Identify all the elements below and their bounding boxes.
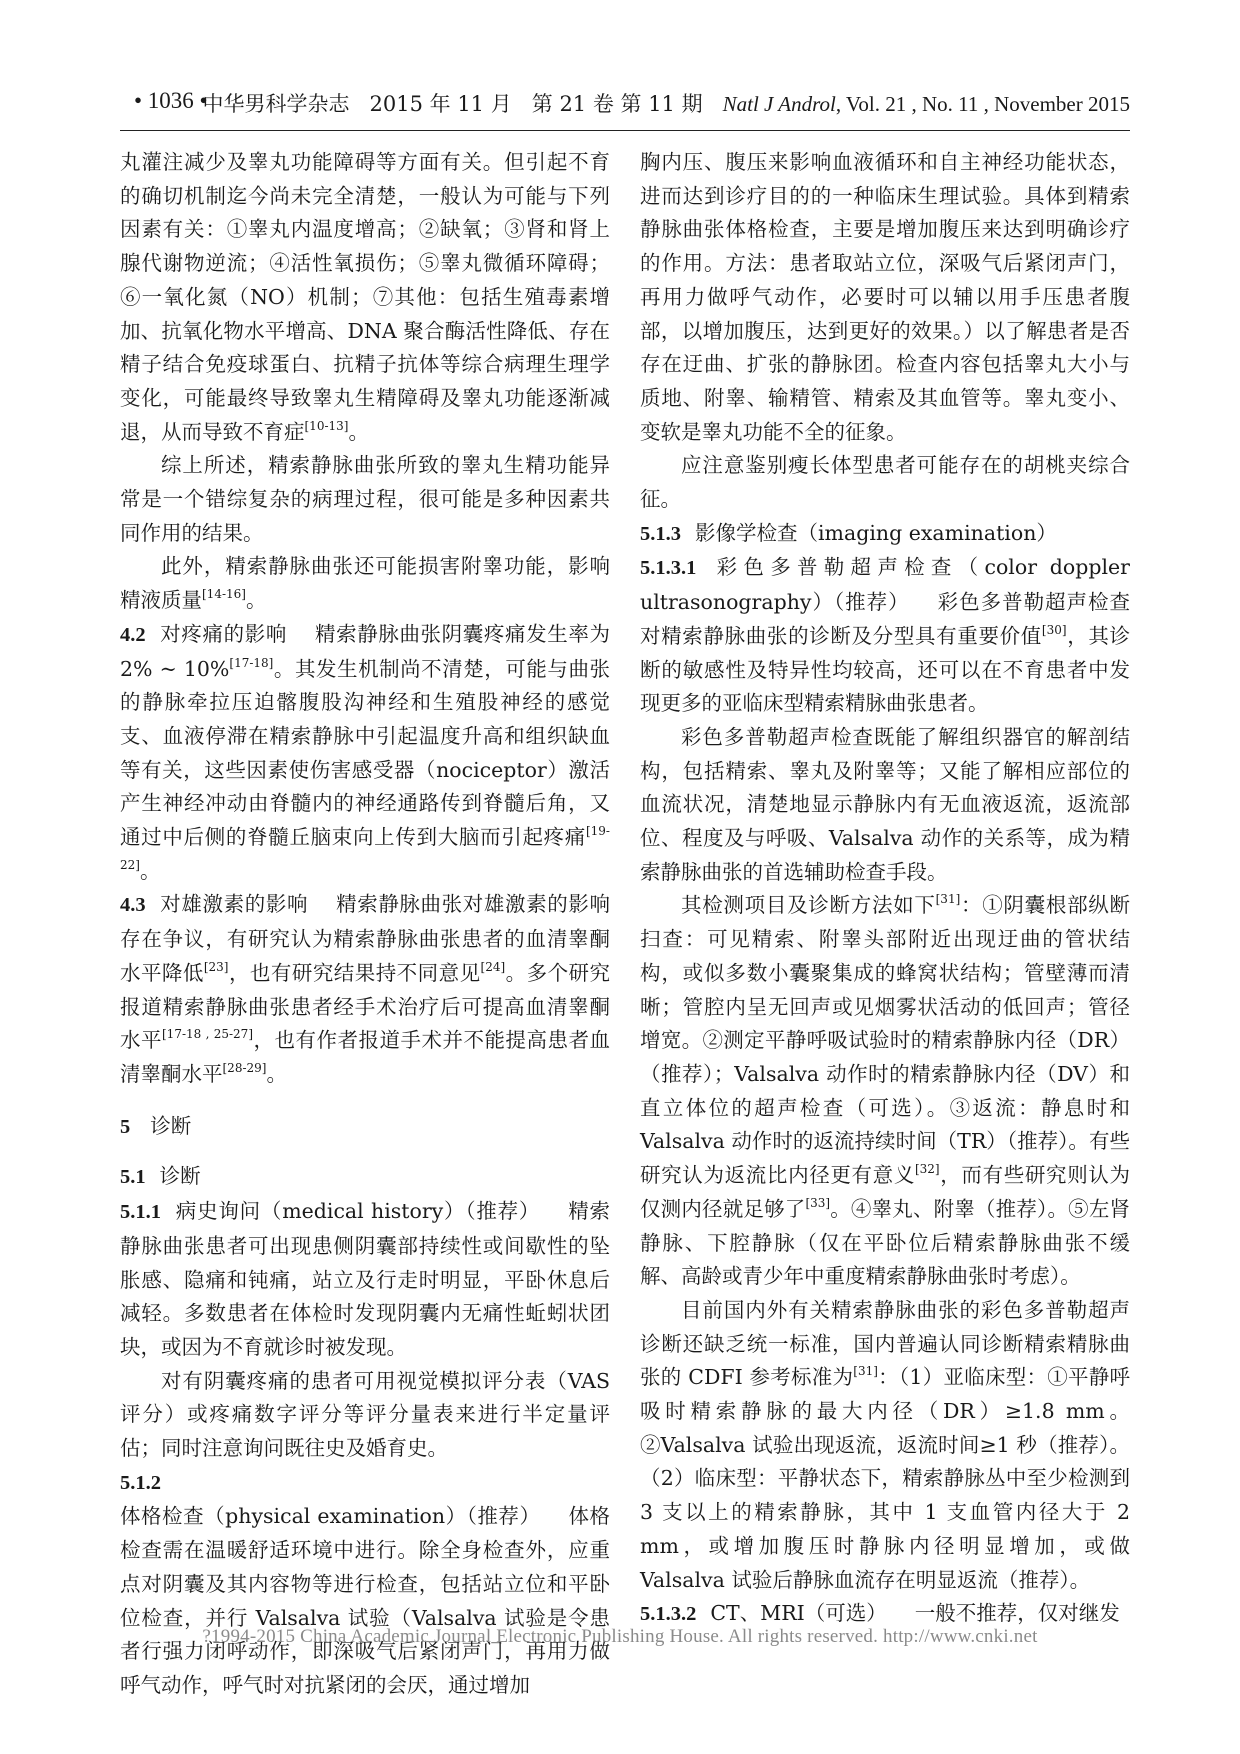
section-5-heading (120, 1110, 610, 1145)
paragraph-text: 精索静脉曲张阴囊疼痛发生率为 2% ~ 10% (120, 621, 611, 681)
paragraph-text: 对有阴囊疼痛的患者可用视觉模拟评分表（VAS 评分）或疼痛数字评分等评分量表来进行半定量评估；同时注意询问既往史及婚育史。 (120, 1368, 610, 1461)
citation-ref: [23] (203, 959, 229, 974)
citation-ref: [28-29] (222, 1060, 267, 1075)
paragraph (640, 889, 1130, 1293)
paragraph-text: ，也有研究结果持不同意见 (228, 960, 481, 985)
issue-date-cn: 2015 年 11 月 (369, 92, 512, 116)
paragraph-end: 。 (348, 419, 369, 444)
paragraph-text: ：①阴囊根部纵断扫查：可见精索、附睾头部附近出现迂曲的管状结构，或似多数小囊聚集成的蜂窝状结构；管壁薄而清晰；管腔内呈无回声或见烟雾状活动的低回声；管径增宽。②测定平静呼吸试验时的精索静脉内径（DR）（推荐）；Valsalva 动作时的精索静脉内径（DV）和直立体位的超声检查（可选）。③返流：静息时和 Valsalva 动作时的返流持续时间（TR）（推荐）。有些研究认为返流比内径更有意义 (640, 893, 1131, 1188)
header-rule (120, 130, 1130, 131)
volume-cn: 第 21 卷 第 11 期 (531, 92, 703, 116)
section-number: 5.1.3 (640, 522, 681, 545)
paragraph (120, 1365, 610, 1466)
paragraph-text: 综上所述，精索静脉曲张所致的睾丸生精功能异常是一个错综复杂的病理过程，很可能是多种因素共同作用的结果。 (120, 453, 610, 545)
paragraph-text: ，其诊断的敏感性及特异性均较高，还可以在不育患者中发现更多的亚临床型精索精脉曲张患者。 (640, 623, 1131, 716)
section-number: 5 (120, 1115, 131, 1138)
paragraph (640, 721, 1130, 890)
citation-ref: [14-16] (202, 587, 246, 602)
citation-ref: [31] (935, 892, 961, 907)
section-4-3 (120, 888, 610, 1091)
paragraph-text: ，也有作者报道手术并不能提高患者血清睾酮水平 (120, 1028, 610, 1086)
section-number: 4.3 (120, 894, 146, 917)
section-5-1-2 (120, 1466, 610, 1703)
section-5-1-1 (120, 1195, 610, 1365)
section-number: 5.1.3.2 (640, 1603, 697, 1626)
section-number: 5.1.2 (120, 1471, 161, 1494)
section-4-2 (120, 618, 610, 889)
paragraph (120, 146, 610, 449)
section-number: 5.1 (120, 1166, 146, 1189)
paragraph-text: 一般不推荐，仅对继发 (914, 1601, 1120, 1626)
page-number: • 1036 • (134, 88, 208, 113)
section-title: 对疼痛的影响 (159, 621, 287, 646)
paragraph-text: 精索静脉曲张对雄激素的影响存在争议，有研究认为精索静脉曲张患者的血清睾酮水平降低 (120, 892, 611, 985)
section-number: 5.1.3.1 (640, 557, 697, 580)
paragraph (640, 1294, 1130, 1597)
paragraph-text: 彩色多普勒超声检查对精索静脉曲张的诊断及分型具有重要价值 (640, 590, 1131, 648)
paragraph (120, 449, 610, 550)
section-title: CT、MRI（可选） (710, 1601, 887, 1626)
paragraph-text: 彩色多普勒超声检查既能了解组织器官的解剖结构，包括精索、睾丸及附睾等；又能了解相应部位的血流状况，清楚地显示静脉内有无血液返流，返流部位、程度及与呼吸、Valsalva 动作的关系等，成为精索静脉曲张的首选辅助检查手段。 (640, 724, 1130, 884)
paragraph-text: 此外，精索静脉曲张还可能损害附睾功能，影响精液质量 (120, 554, 610, 613)
section-title: 病史询问（medical history）（推荐） (175, 1199, 541, 1224)
volume-en: , Vol. 21 , No. 11 , November 2015 (835, 92, 1130, 116)
citation-ref: [32] (914, 1162, 940, 1177)
paragraph-text: 其检测项目及诊断方法如下 (681, 893, 936, 918)
citation-ref: [17-18] (229, 655, 274, 670)
paragraph (120, 550, 610, 617)
paragraph-end: 。 (245, 588, 267, 613)
citation-ref: [33] (805, 1195, 831, 1210)
paragraph-end: 。 (266, 1061, 287, 1086)
copyright-footer: ?1994-2015 China Academic Journal Electronic Publishing House. All rights reserved. http://www.cnki.net (202, 1626, 1038, 1647)
paragraph-text: ，而有些研究则认为仅测内径就足够了 (640, 1163, 1130, 1221)
section-5-1-3-heading (640, 517, 1130, 552)
section-title: 诊断 (150, 1113, 192, 1138)
section-title: 影像学检查（imaging examination） (695, 520, 1057, 545)
paragraph-text: 体格检查需在温暖舒适环境中进行。除全身检查外，应重点对阴囊及其内容物等进行检查，包括站立位和平卧位检查，并行 Valsalva 试验（Valsalva 试验是令患者行强力闭呼动作，即深吸气后紧闭声门，再用力做呼气动作，呼气时对抗紧闭的会厌，通过增加 (120, 1504, 611, 1697)
section-5-1-3-1 (640, 551, 1130, 721)
paragraph-text: 。多个研究报道精索静脉曲张患者经手术治疗后可提高血清睾酮水平 (120, 960, 611, 1053)
section-5-1-heading (120, 1160, 610, 1195)
paragraph-text: 。④睾丸、附睾（推荐）。⑤左肾静脉、下腔静脉（仅在平卧位后精索静脉曲张不缓解、高龄或青少年中重度精索静脉曲张时考虑）。 (640, 1196, 1131, 1289)
paragraph-text: ：（1）亚临床型：①平静呼吸时精索静脉的最大内径（DR）≥1.8 mm。②Valsalva 试验出现返流，返流时间≥1 秒（推荐）。（2）临床型：平静状态下，精索静脉丛中至少检测到 3 支以上的精索静脉，其中 1 支血管内径大于 2 mm，或增加腹压时静脉内径明显增加，或做 Valsalva 试验后静脉血流存在明显返流（推荐）。 (640, 1365, 1130, 1592)
journal-name-cn: 中华男科学杂志 (202, 92, 350, 116)
citation-ref: [24] (480, 959, 506, 974)
paragraph (640, 146, 1130, 449)
section-number: 4.2 (120, 623, 146, 646)
paragraph-text: 目前国内外有关精索静脉曲张的彩色多普勒超声诊断还缺乏统一标准，国内普遍认同诊断精索精脉曲张的 CDFI 参考标准为 (640, 1297, 1130, 1390)
paragraph-end: 。 (139, 858, 161, 883)
citation-ref: [31] (853, 1364, 878, 1379)
paragraph-text: 应注意鉴别瘦长体型患者可能存在的胡桃夹综合征。 (640, 453, 1130, 512)
paragraph (640, 449, 1130, 516)
section-title: 诊断 (159, 1164, 201, 1189)
journal-citation (203, 88, 1131, 118)
paragraph-text: 胸内压、腹压来影响血液循环和自主神经功能状态，进而达到诊疗目的的一种临床生理试验。具体到精索静脉曲张体格检查，主要是增加腹压来达到明确诊疗的作用。方法：患者取站立位，深吸气后紧闭声门，再用力做呼气动作，必要时可以辅以用手压患者腹部，以增加腹压，达到更好的效果。）以了解患者是否存在迂曲、扩张的静脉团。检查内容包括睾丸大小与质地、附睾、输精管、精索及其血管等。睾丸变小、变软是睾丸功能不全的征象。 (640, 150, 1130, 444)
citation-ref: [30] (1041, 622, 1067, 637)
citation-ref: [19-22] (120, 824, 610, 872)
section-title: 彩色多普勒超声检查（color doppler ultrasonography）（推荐） (640, 555, 1130, 615)
section-number: 5.1.1 (120, 1201, 161, 1224)
journal-name-en: Natl J Androl (722, 92, 836, 116)
citation-ref: [10-13] (304, 418, 349, 433)
citation-ref: [17-18 , 25-27] (162, 1027, 253, 1042)
left-column (120, 146, 610, 1703)
paragraph-text: 。其发生机制尚不清楚，可能与曲张的静脉牵拉压迫髂腹股沟神经和生殖股神经的感觉支、血液停滞在精索静脉中引起温度升高和组织缺血等有关，这些因素使伤害感受器（nociceptor）激活产生神经冲动由脊髓内的神经通路传到脊髓后角，又通过中后侧的脊髓丘脑束向上传到大脑而引起疼痛 (120, 656, 611, 850)
paragraph-text: 丸灌注减少及睾丸功能障碍等方面有关。但引起不育的确切机制迄今尚未完全清楚，一般认为可能与下列因素有关：①睾丸内温度增高；②缺氧；③肾和肾上腺代谢物逆流；④活性氧损伤；⑤睾丸微循环障碍；⑥一氧化氮（NO）机制；⑦其他：包括生殖毒素增加、抗氧化物水平增高、DNA 聚合酶活性降低、存在精子结合免疫球蛋白、抗精子抗体等综合病理生理学变化，可能最终导致睾丸生精障碍及睾丸功能逐渐减退，从而导致不育症 (120, 150, 610, 444)
section-title: 对雄激素的影响 (159, 892, 309, 917)
paragraph-text: 精索静脉曲张患者可出现患侧阴囊部持续性或间歇性的坠胀感、隐痛和钝痛，站立及行走时明显，平卧休息后减轻。多数患者在体检时发现阴囊内无痛性蚯蚓状团块，或因为不育就诊时被发现。 (120, 1199, 610, 1359)
section-title: 体格检查（physical examination）（推荐） (120, 1504, 541, 1529)
right-column (640, 146, 1130, 1632)
running-header (120, 88, 1130, 128)
